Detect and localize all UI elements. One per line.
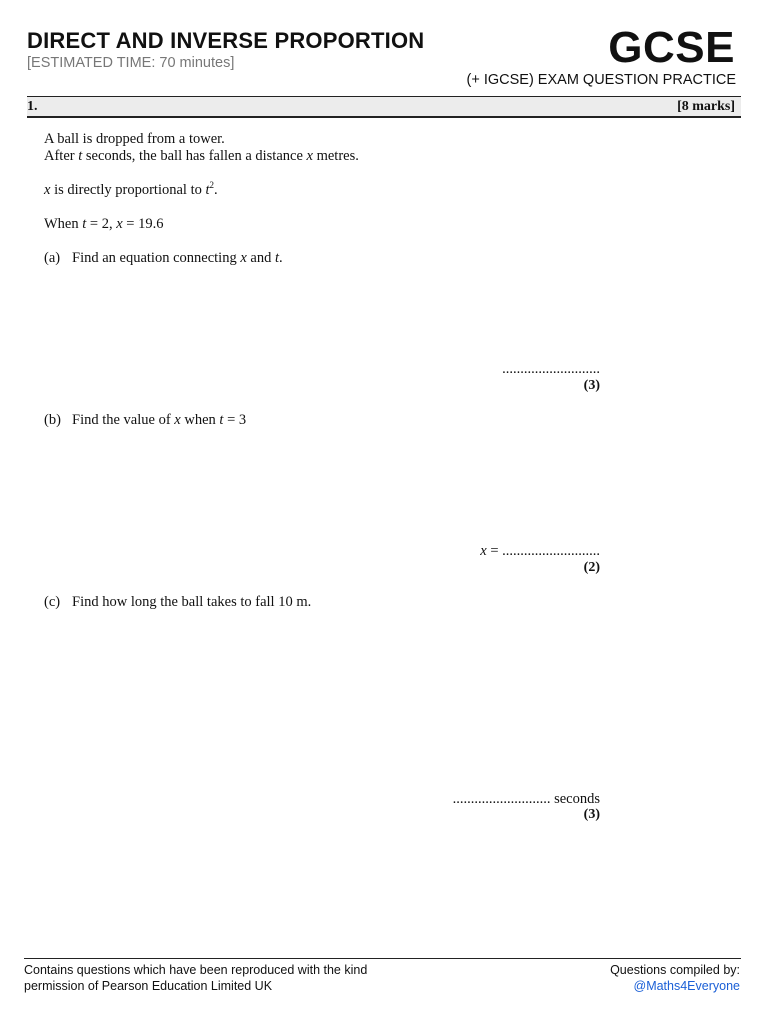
part-c-answer-line[interactable]: ........................... seconds xyxy=(452,791,600,807)
estimated-time: [ESTIMATED TIME: 70 minutes] xyxy=(27,55,235,71)
level-label: GCSE xyxy=(608,23,735,72)
footer-divider xyxy=(24,958,741,959)
question-header-bar xyxy=(27,96,741,118)
given-values: When t = 2, x = 19.6 xyxy=(44,216,164,232)
part-a-answer-line[interactable]: ........................... xyxy=(502,361,600,377)
footer-permission: Contains questions which have been reproduced with the kind permission of Pearson Education Limited UK xyxy=(24,963,368,993)
part-c-prompt: (c) Find how long the ball takes to fall 10 m. xyxy=(44,594,312,610)
question-total-marks: [8 marks] xyxy=(677,99,735,114)
stem-line-1: A ball is dropped from a tower. xyxy=(44,131,225,147)
part-b-answer-line[interactable]: x = ........................... xyxy=(480,543,600,559)
stem-line-2: After t seconds, the ball has fallen a distance x metres. xyxy=(44,148,359,164)
credits-label: Questions compiled by: xyxy=(610,963,740,977)
page-title: DIRECT AND INVERSE PROPORTION xyxy=(27,28,425,53)
part-a-marks: (3) xyxy=(583,378,600,393)
proportion-statement: x is directly proportional to $t^2$. xyxy=(44,180,218,198)
part-b-prompt: (b) Find the value of x when t = 3 xyxy=(44,412,247,428)
part-c-marks: (3) xyxy=(583,807,600,822)
author-handle-link[interactable]: @Maths4Everyone xyxy=(633,979,740,993)
question-number: 1. xyxy=(27,99,38,114)
practice-subtitle: (+ IGCSE) EXAM QUESTION PRACTICE xyxy=(466,72,736,88)
footer-credits xyxy=(610,962,740,994)
part-a-prompt: (a) Find an equation connecting x and t. xyxy=(44,250,283,266)
part-b-marks: (2) xyxy=(583,560,600,575)
